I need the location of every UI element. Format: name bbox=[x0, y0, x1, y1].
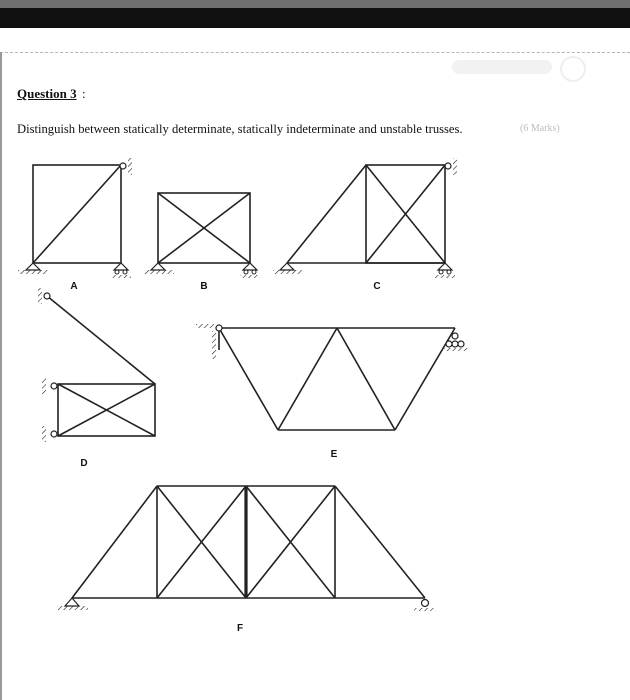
wall-pin-support-icon bbox=[42, 426, 57, 442]
roller-support-icon bbox=[240, 263, 260, 278]
pin-support-icon bbox=[58, 598, 88, 610]
figure-label-b: B bbox=[200, 281, 208, 292]
truss-a bbox=[33, 165, 121, 263]
roller-support-icon bbox=[111, 263, 131, 278]
figure-label-c: C bbox=[373, 281, 381, 292]
pin-support-icon bbox=[18, 263, 48, 274]
wall-pin-support-icon bbox=[42, 378, 57, 394]
wall-pin-support-icon bbox=[38, 288, 50, 304]
truss-f bbox=[72, 486, 425, 598]
truss-c bbox=[287, 165, 445, 263]
marks-note: (6 Marks) bbox=[520, 123, 560, 134]
roller-support-icon bbox=[444, 333, 468, 351]
wall-pin-support-icon bbox=[120, 158, 132, 175]
truss-b bbox=[158, 193, 250, 263]
figure-label-e: E bbox=[330, 449, 338, 460]
figure-label-f: F bbox=[236, 623, 244, 634]
roller-support-icon bbox=[414, 600, 436, 612]
wall-pin-support-icon bbox=[445, 158, 457, 175]
post-pin-support-icon bbox=[196, 324, 222, 359]
question-text: Distinguish between statically determinate, statically indeterminate and unstable trusses. bbox=[17, 122, 463, 136]
question-heading-colon: : bbox=[82, 86, 86, 101]
truss-e bbox=[219, 328, 455, 430]
roller-support-icon bbox=[435, 263, 455, 278]
figure-label-d: D bbox=[80, 458, 88, 469]
pin-support-icon bbox=[273, 263, 303, 274]
truss-d bbox=[47, 296, 155, 436]
question-heading: Question 3 bbox=[17, 86, 77, 101]
figure-label-a: A bbox=[70, 281, 78, 292]
pin-support-icon bbox=[144, 263, 174, 274]
